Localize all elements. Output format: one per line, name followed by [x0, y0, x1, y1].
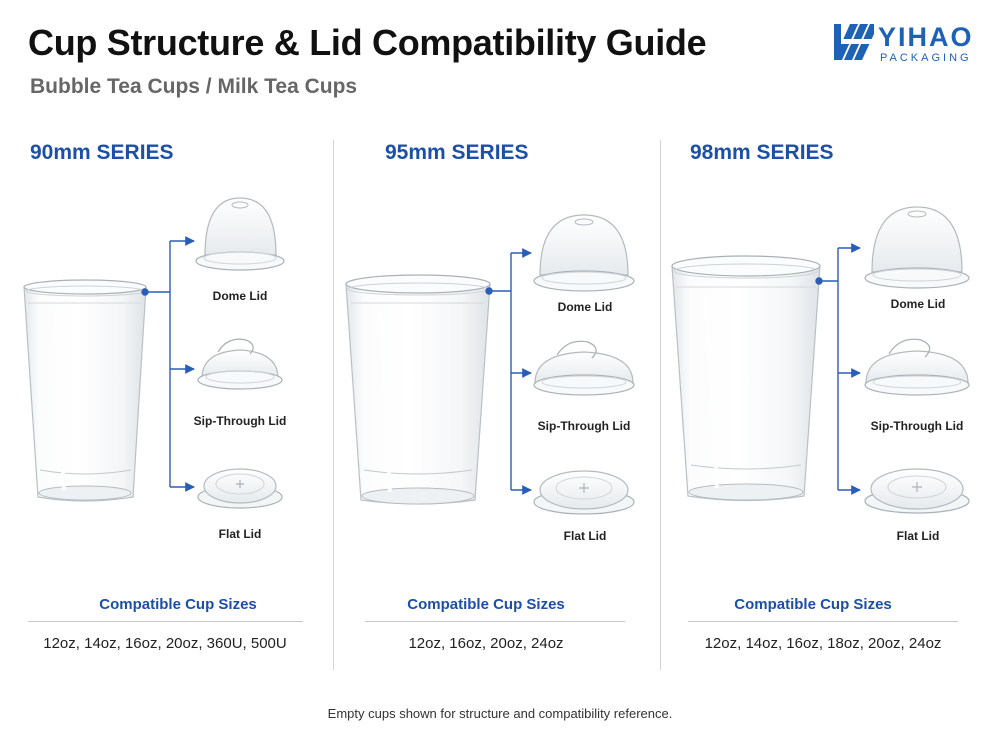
sip-lid-95mm: [534, 341, 634, 395]
series-title-98mm: 98mm SERIES: [690, 141, 834, 164]
cup-90mm: [24, 280, 146, 501]
sizes-list-90mm: 12oz, 14oz, 16oz, 20oz, 360U, 500U: [43, 635, 287, 652]
sip-lid-98mm: [865, 339, 969, 395]
connector-90mm: [142, 241, 194, 487]
lid-label-flat-95mm: Flat Lid: [563, 529, 607, 543]
lid-label-flat-98mm: Flat Lid: [896, 529, 940, 543]
sizes-rule-95mm: [365, 621, 625, 622]
lid-label-dome-95mm: Dome Lid: [557, 300, 613, 314]
connector-95mm: [486, 253, 531, 490]
flat-lid-98mm: [865, 469, 969, 513]
sizes-list-95mm: 12oz, 16oz, 20oz, 24oz: [408, 635, 564, 652]
lid-label-sip-98mm: Sip-Through Lid: [870, 419, 964, 433]
lid-label-flat-90mm: Flat Lid: [218, 527, 262, 541]
connector-98mm: [816, 248, 860, 490]
series-title-95mm: 95mm SERIES: [385, 141, 529, 164]
dome-lid-95mm: [534, 215, 634, 291]
sizes-rule-98mm: [688, 621, 958, 622]
sizes-title-90mm: Compatible Cup Sizes: [99, 596, 257, 613]
dome-lid-90mm: [196, 198, 284, 270]
page-title: Cup Structure & Lid Compatibility Guide: [28, 22, 707, 63]
lid-label-sip-90mm: Sip-Through Lid: [193, 414, 287, 428]
flat-lid-95mm: [534, 471, 634, 514]
page-subtitle: Bubble Tea Cups / Milk Tea Cups: [30, 75, 358, 98]
sizes-list-98mm: 12oz, 14oz, 16oz, 18oz, 20oz, 24oz: [704, 635, 942, 652]
cup-98mm: [672, 256, 820, 501]
sizes-title-98mm: Compatible Cup Sizes: [734, 596, 892, 613]
footnote: Empty cups shown for structure and compatibility reference.: [327, 706, 673, 721]
sizes-rule-90mm: [28, 621, 303, 622]
cup-95mm: [346, 275, 490, 504]
logo-tagline: PACKAGING: [880, 52, 972, 64]
dome-lid-98mm: [865, 207, 969, 288]
lid-label-dome-90mm: Dome Lid: [212, 289, 268, 303]
series-title-90mm: 90mm SERIES: [30, 141, 174, 164]
lid-label-dome-98mm: Dome Lid: [890, 297, 946, 311]
lid-label-sip-95mm: Sip-Through Lid: [537, 419, 631, 433]
logo-brand-text: YIHAO: [878, 22, 974, 52]
flat-lid-90mm: [198, 469, 282, 508]
sip-lid-90mm: [198, 339, 282, 389]
sizes-title-95mm: Compatible Cup Sizes: [407, 596, 565, 613]
